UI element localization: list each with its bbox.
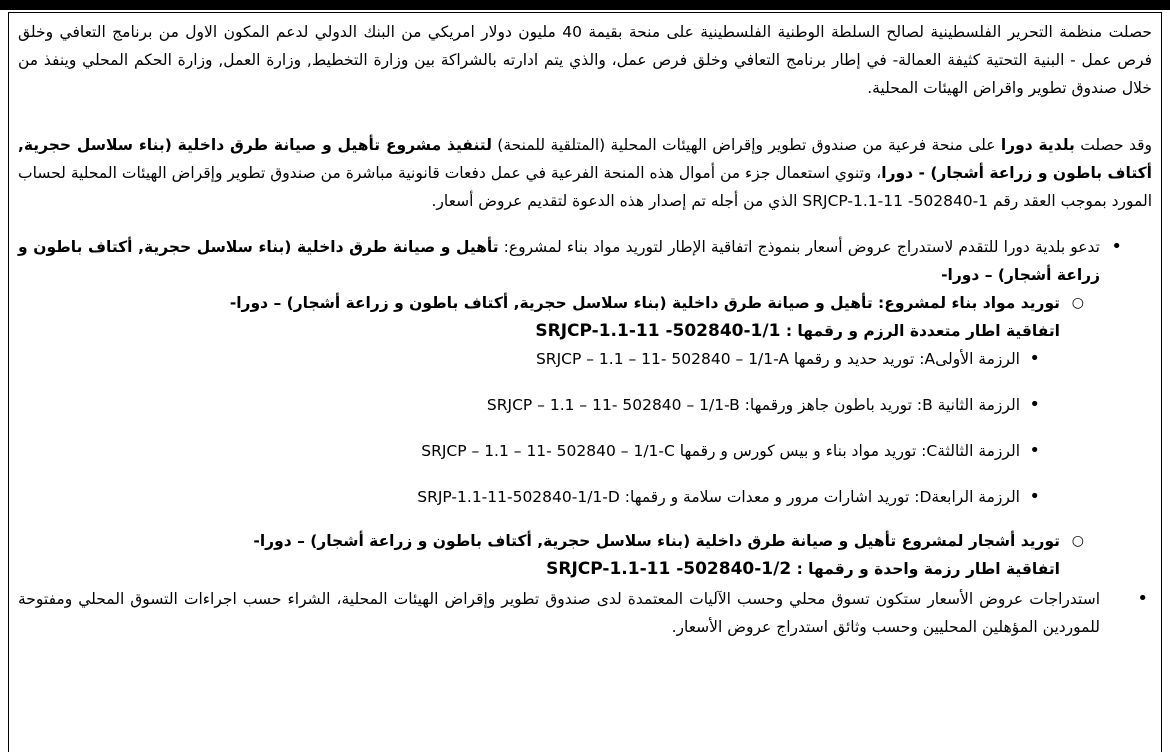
top-border-strip	[0, 0, 1170, 10]
package-item-a: • الرزمة الأولىA: توريد حديد و رقمها SRJCP – 1.1 – 11- 502840 – 1/1-A	[18, 345, 1152, 373]
tender-list	[18, 233, 1152, 641]
project-title: لتنفيذ مشروع تأهيل و صيانة طرق داخلية (بناء سلاسل حجرية, أكتاف باطون و زراعة أشجار) - دورا	[18, 136, 1152, 182]
document-body	[18, 14, 1152, 641]
list-item-trees-supply	[18, 527, 1152, 583]
trees-supply-title: ○ توريد أشجار لمشروع تأهيل و صيانة طرق داخلية (بناء سلاسل حجرية, أكتاف باطون و زراعة أشجار) – دورا-	[253, 532, 1060, 550]
intro-paragraph: حصلت منظمة التحرير الفلسطينية لصالح السلطة الوطنية الفلسطينية على منحة بقيمة 40 مليون دولار امريكي من البنك الدولي لدعم المكون الاول من برنامج التعافي وخلق فرص عمل - البنية التحتية كثيفة العمالة- في إطار برنامج التعافي وخلق فرص عمل، والذي يتم ادارته بالشراكة بين وزارة التخطيط, وزارة العمل, وزارة الحكم المحلي وينفذ من خلال صندوق تطوير واقراض الهيئات المحلية.	[18, 23, 1152, 97]
grant-text-e: ، وتنوي استعمال جزء من أموال هذه المنحة الفرعية في عمل دفعات قانونية مباشرة من صندوق تطوير وإقراض الهيئات المحلية لحساب المورد بموجب العقد رقم SRJCP-1.1-11 -502840-1 الذي من أجله تم إصدار هذه الدعوة لتقديم عروض أسعار.	[18, 164, 1152, 210]
list-item-invitation: • تدعو بلدية دورا للتقدم لاستدراج عروض أسعار بنموذج اتفاقية الإطار لتوريد مواد بناء لمشروع: تأهيل و صيانة طرق داخلية (بناء سلاسل حجرية, أكتاف باطون و زراعة أشجار) – دورا-	[18, 233, 1152, 289]
grant-text-a: وقد حصلت	[1074, 136, 1152, 154]
list-item-materials-supply	[18, 289, 1152, 345]
materials-supply-title: ○ توريد مواد بناء لمشروع: تأهيل و صيانة طرق داخلية (بناء سلاسل حجرية, أكتاف باطون و زراعة أشجار) – دورا-	[229, 294, 1060, 312]
package-item-d: • الرزمة الرابعةD: توريد اشارات مرور و معدات سلامة و رقمها: SRJP-1.1-11-502840-1/1-D	[18, 483, 1152, 511]
grant-text-c: على منحة فرعية من صندوق تطوير وإقراض الهيئات المحلية (المتلقية للمنحة)	[491, 136, 1001, 154]
materials-contract-code: SRJCP-1.1-11 -502840-1/1	[535, 321, 781, 341]
list-item-local-shopping: • استدراجات عروض الأسعار ستكون تسوق محلي وحسب الآليات المعتمدة لدى صندوق تطوير وإقراض الهيئات المحلية، الشراء حسب اجراءات التسوق المحلي ومفتوحة للموردين المؤهلين المحليين وحسب وثائق استدراج عروض الأسعار.	[18, 585, 1152, 641]
package-item-c: • الرزمة الثالثةC: توريد مواد بناء و بيس كورس و رقمها SRJCP – 1.1 – 11- 502840 – 1/1-C	[18, 437, 1152, 465]
materials-supply-code-line: اتفاقية اطار متعددة الرزم و رقمها : SRJCP-1.1-11 -502840-1/1	[535, 321, 1060, 341]
package-item-b: • الرزمة الثانية B: توريد باطون جاهز ورقمها: SRJCP – 1.1 – 11- 502840 – 1/1-B	[18, 391, 1152, 419]
municipality-name: بلدية دورا	[1000, 136, 1075, 154]
trees-supply-code-line: اتفاقية اطار رزمة واحدة و رقمها : SRJCP-1.1-11 -502840-1/2	[546, 559, 1060, 579]
trees-contract-code: SRJCP-1.1-11 -502840-1/2	[546, 559, 792, 579]
grant-paragraph	[18, 131, 1152, 215]
